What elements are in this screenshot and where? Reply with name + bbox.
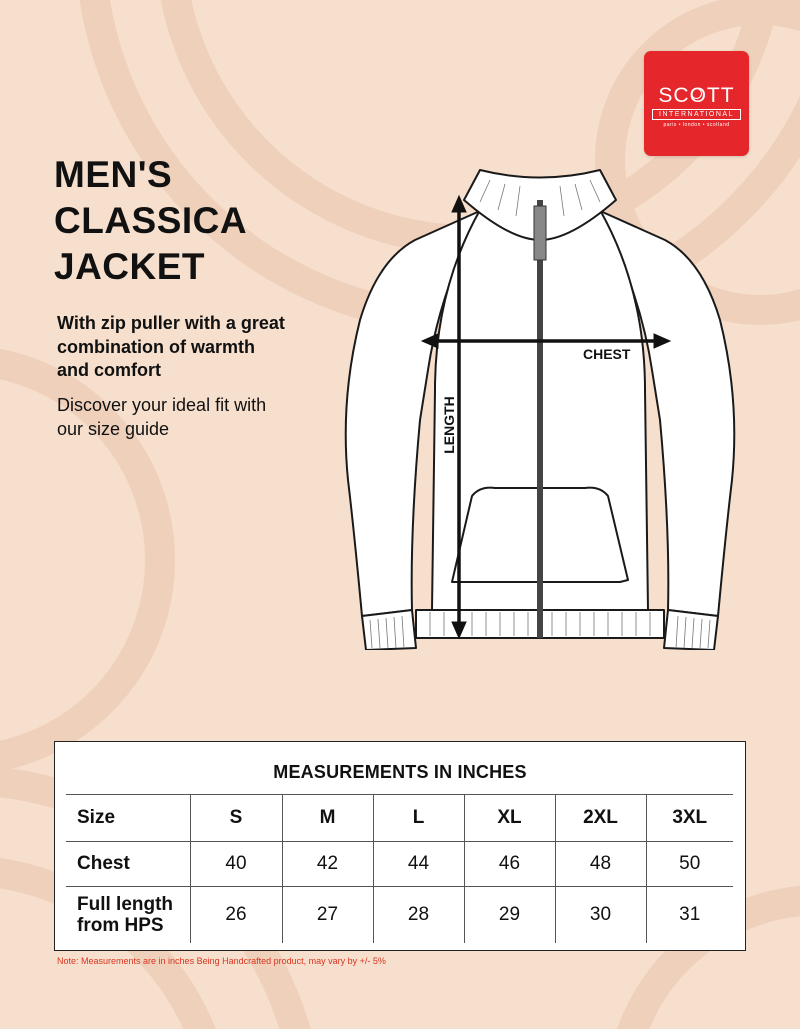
brand-name: SCOTT — [658, 84, 735, 107]
brand-tagline: paris • london • scotland — [663, 122, 730, 128]
table-cell: 28 — [373, 887, 464, 944]
header-cell: M — [282, 795, 373, 842]
brand-logo — [644, 51, 749, 156]
size-grid — [66, 794, 733, 943]
measurement-note: Note: Measurements are in inches Being Handcrafted product, may vary by +/- 5% — [57, 956, 386, 966]
chest-label: CHEST — [583, 346, 631, 362]
table-cell: 44 — [373, 842, 464, 887]
header-cell: 3XL — [646, 795, 733, 842]
brand-sub: INTERNATIONAL — [652, 109, 741, 120]
table-row — [66, 795, 733, 842]
page-title — [54, 152, 247, 290]
table-cell: 40 — [190, 842, 282, 887]
header-cell: S — [190, 795, 282, 842]
table-cell: 42 — [282, 842, 373, 887]
row-label: Chest — [66, 842, 190, 887]
table-cell: 26 — [190, 887, 282, 944]
title-line: JACKET — [54, 246, 206, 287]
size-guide-text: Discover your ideal fit with our size guide — [57, 395, 267, 439]
length-label: LENGTH — [441, 396, 457, 454]
jacket-outline-icon — [320, 150, 760, 650]
product-tagline: With zip puller with a great combination of warmth and comfort — [57, 313, 285, 380]
row-label: Full length from HPS — [66, 887, 190, 944]
table-caption: MEASUREMENTS IN INCHES — [273, 762, 527, 782]
measurements-table — [54, 741, 746, 951]
table-cell: 50 — [646, 842, 733, 887]
table-row — [66, 842, 733, 887]
seal-icon — [691, 88, 702, 99]
header-cell: L — [373, 795, 464, 842]
title-line: MEN'S — [54, 154, 173, 195]
table-cell: 27 — [282, 887, 373, 944]
table-cell: 46 — [464, 842, 555, 887]
header-cell: XL — [464, 795, 555, 842]
table-cell: 30 — [555, 887, 646, 944]
header-cell: 2XL — [555, 795, 646, 842]
table-cell: 48 — [555, 842, 646, 887]
table-cell: 31 — [646, 887, 733, 944]
table-row — [66, 887, 733, 944]
header-cell: Size — [66, 795, 190, 842]
table-cell: 29 — [464, 887, 555, 944]
title-line: CLASSICA — [54, 200, 248, 241]
